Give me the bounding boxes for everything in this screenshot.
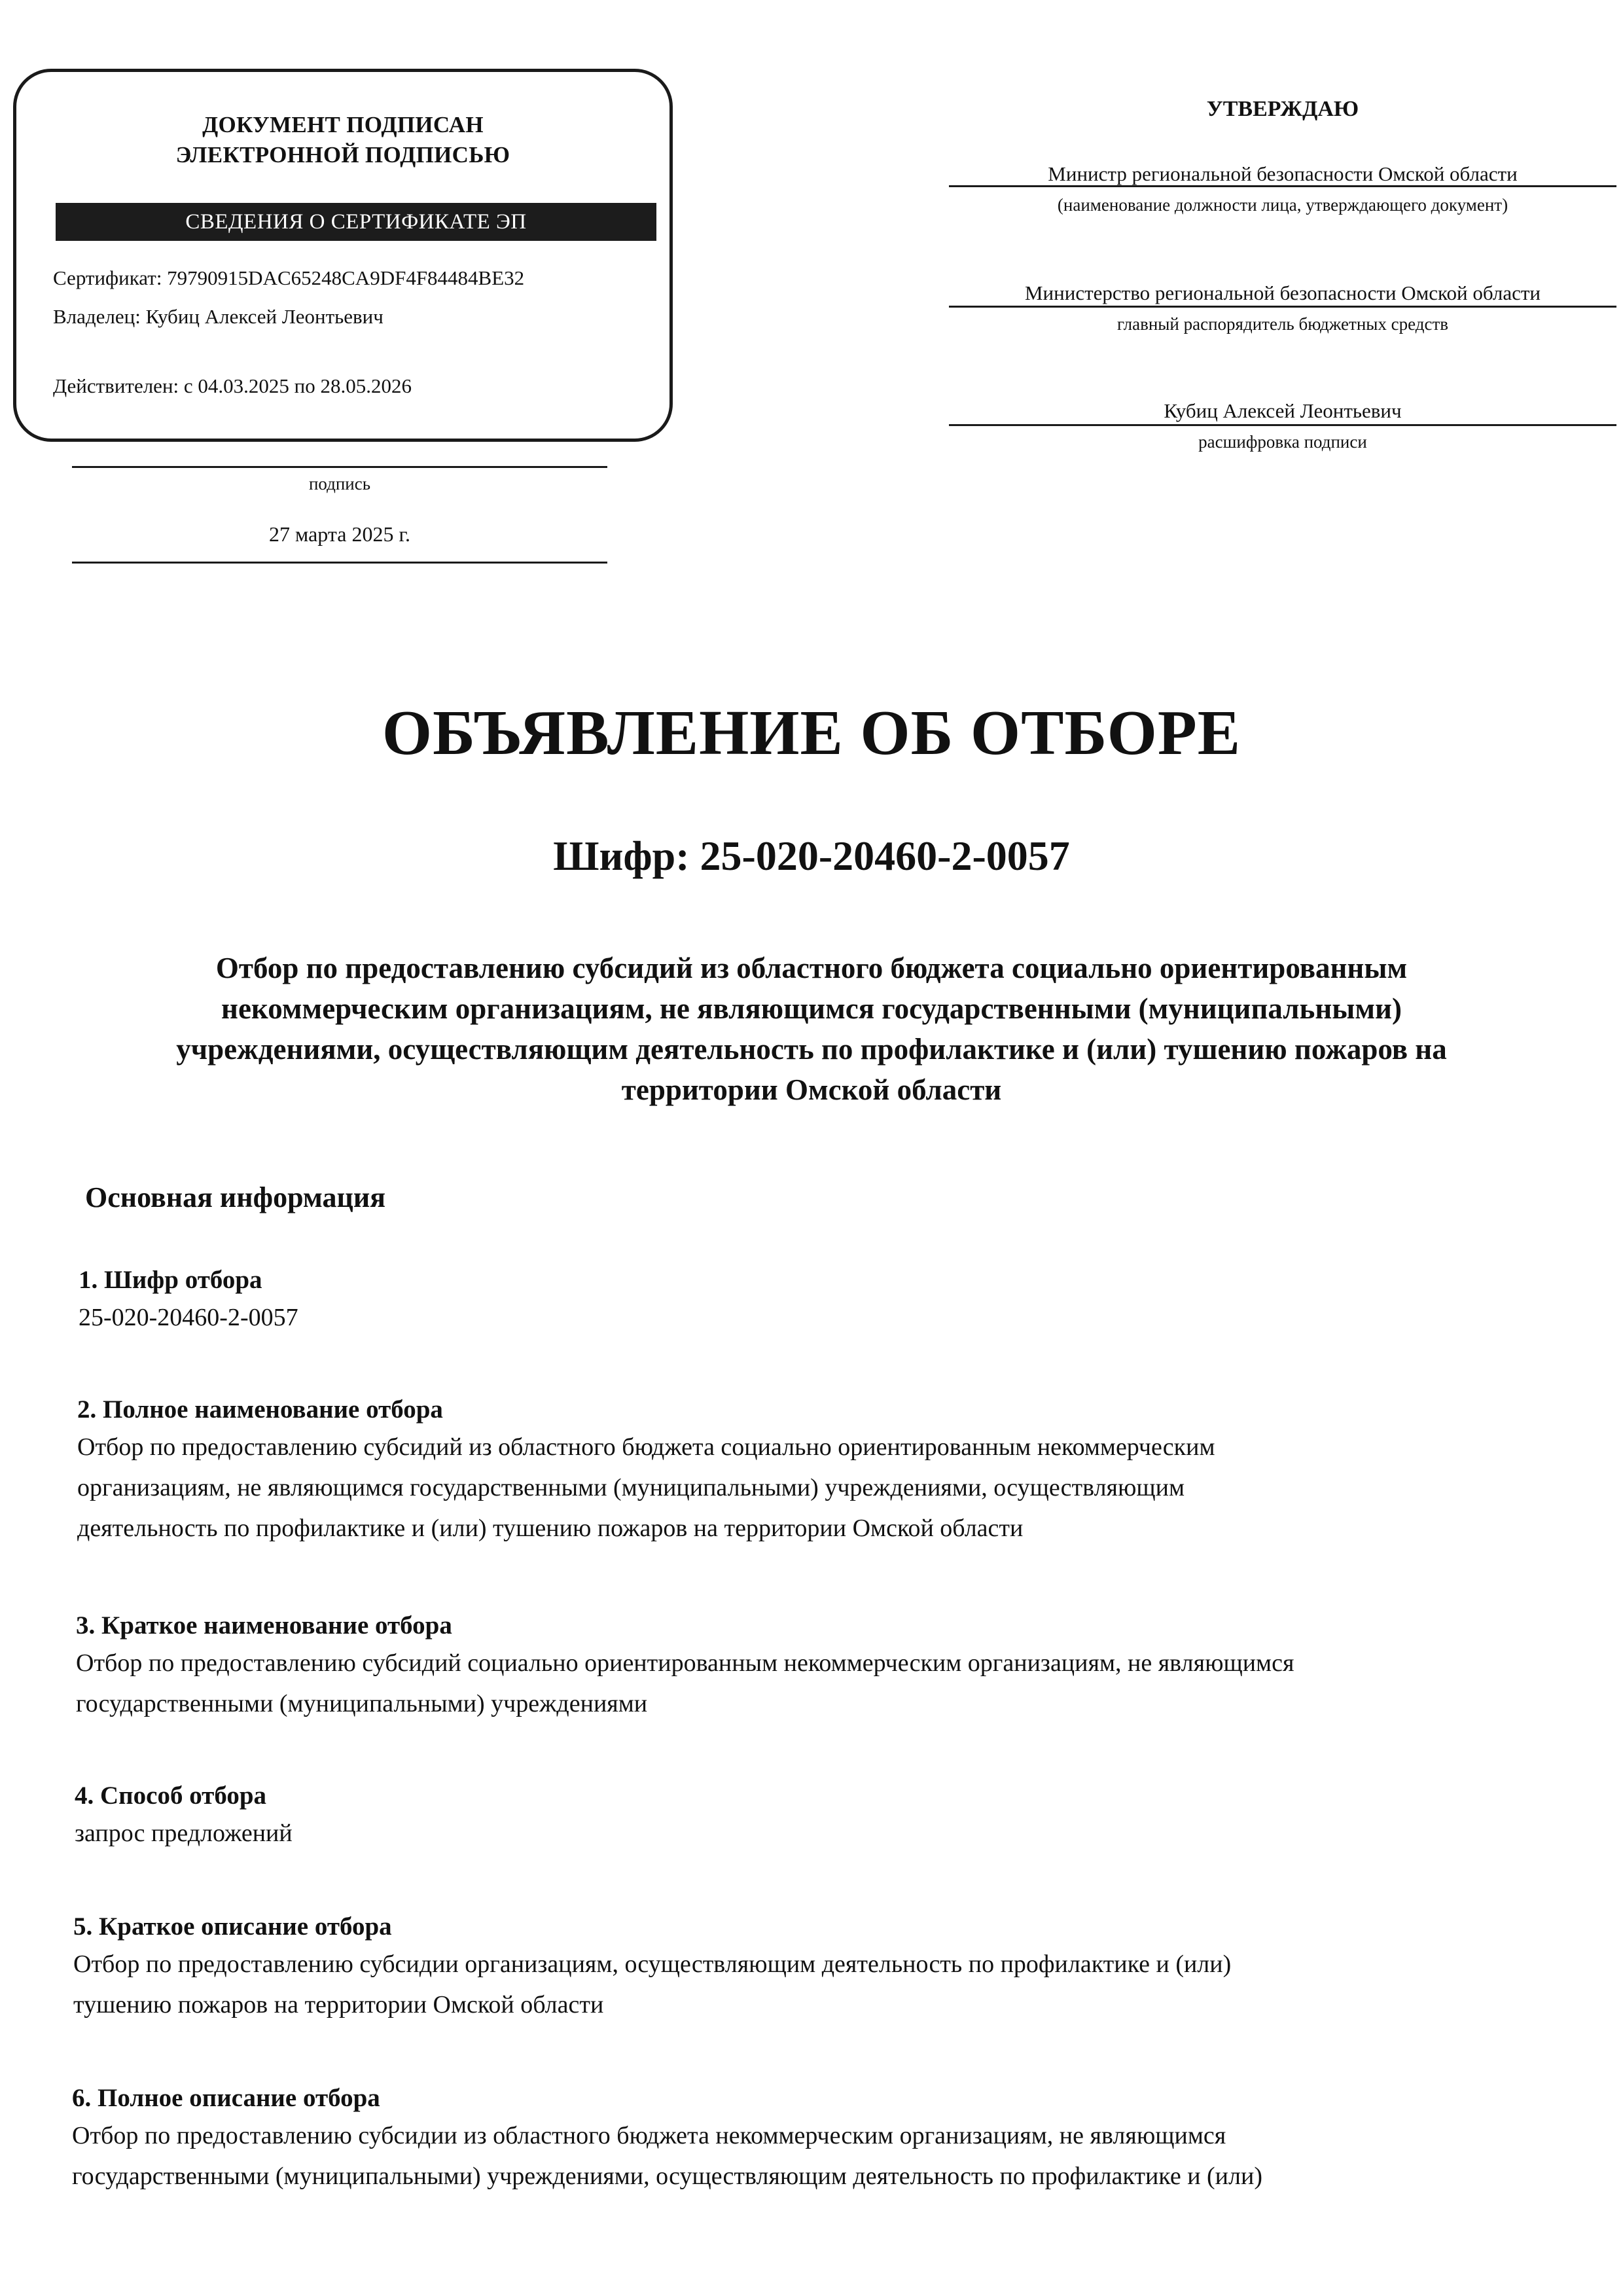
item-heading: 3. Краткое наименование отбора	[76, 1611, 452, 1640]
signature-line	[72, 466, 607, 468]
info-item-3	[76, 1609, 1594, 1724]
approver-organization: Министерство региональной безопасности Омской области	[1024, 281, 1541, 304]
item-text: государственными (муниципальными) учреждениями	[76, 1690, 648, 1717]
item-heading: 6. Полное описание отбора	[72, 2084, 380, 2112]
info-item-6	[72, 2081, 1577, 2197]
name-line	[949, 424, 1616, 426]
info-item-1	[79, 1263, 1571, 1338]
position-line	[949, 185, 1616, 187]
item-heading: 5. Краткое описание отбора	[73, 1912, 392, 1941]
item-text: государственными (муниципальными) учреждениями, осуществляющим деятельность по профилактике и (или)	[72, 2162, 1262, 2190]
item-text: деятельность по профилактике и (или) тушению пожаров на территории Омской области	[77, 1515, 1024, 1542]
organization-caption: главный распорядитель бюджетных средств	[1116, 314, 1449, 334]
item-heading: 4. Способ отбора	[75, 1782, 267, 1810]
lead-line: Отбор по предоставлению субсидий из областного бюджета социально ориентированным	[215, 952, 1408, 984]
date-line	[72, 562, 607, 564]
lead-line: территории Омской области	[621, 1073, 1002, 1106]
item-heading: 1. Шифр отбора	[79, 1266, 262, 1294]
item-text: Отбор по предоставлению субсидии из областного бюджета некоммерческим организациям, не являющимся	[72, 2122, 1226, 2149]
lead-line: некоммерческим организациям, не являющимся государственными (муниципальными)	[221, 992, 1402, 1025]
item-text: Отбор по предоставлению субсидий социально ориентированным некоммерческим организациям, не являющимся	[76, 1649, 1294, 1677]
stamp-certificate-bar: СВЕДЕНИЯ О СЕРТИФИКАТЕ ЭП	[56, 203, 656, 241]
approver-position: Министр региональной безопасности Омской области	[1048, 162, 1518, 185]
approval-heading: УТВЕРЖДАЮ	[1206, 97, 1359, 121]
page-title: ОБЪЯВЛЕНИЕ ОБ ОТБОРЕ	[382, 698, 1241, 768]
organization-line	[949, 306, 1616, 308]
approver-name: Кубиц Алексей Леонтьевич	[1164, 399, 1402, 422]
item-text: тушению пожаров на территории Омской области	[73, 1991, 604, 2018]
info-item-4	[75, 1779, 1580, 1854]
stamp-owner: Владелец: Кубиц Алексей Леонтьевич	[53, 305, 383, 328]
name-caption: расшифровка подписи	[1198, 432, 1367, 452]
section-title: Основная информация	[85, 1181, 386, 1213]
signature-caption: подпись	[308, 474, 371, 493]
item-text: Отбор по предоставлению субсидии организациям, осуществляющим деятельность по профилактике и (или)	[73, 1950, 1232, 1978]
info-item-2	[77, 1393, 1582, 1549]
stamp-title-line2: ЭЛЕКТРОННОЙ ПОДПИСЬЮ	[175, 142, 510, 168]
lead-line: учреждениями, осуществляющим деятельность по профилактике и (или) тушению пожаров на	[176, 1033, 1447, 1066]
stamp-certificate: Сертификат: 79790915DAC65248CA9DF4F84484BE32	[53, 266, 525, 289]
document-date: 27 марта 2025 г.	[269, 522, 410, 546]
stamp-valid: Действителен: с 04.03.2025 по 28.05.2026	[53, 374, 412, 397]
item-text: 25-020-20460-2-0057	[79, 1304, 298, 1331]
e-signature-stamp	[13, 69, 673, 442]
position-caption: (наименование должности лица, утверждающего документ)	[1057, 195, 1508, 215]
item-text: Отбор по предоставлению субсидий из областного бюджета социально ориентированным некоммерческим	[77, 1433, 1215, 1461]
stamp-title-line1: ДОКУМЕНТ ПОДПИСАН	[202, 112, 484, 137]
selection-code-heading: Шифр: 25-020-20460-2-0057	[553, 833, 1070, 879]
info-item-5	[73, 1910, 1578, 2025]
item-text: организациям, не являющимся государственными (муниципальными) учреждениями, осуществляющим	[77, 1474, 1185, 1501]
lead-paragraph	[52, 948, 1571, 1110]
item-text: запрос предложений	[75, 1820, 293, 1847]
item-heading: 2. Полное наименование отбора	[77, 1395, 443, 1424]
